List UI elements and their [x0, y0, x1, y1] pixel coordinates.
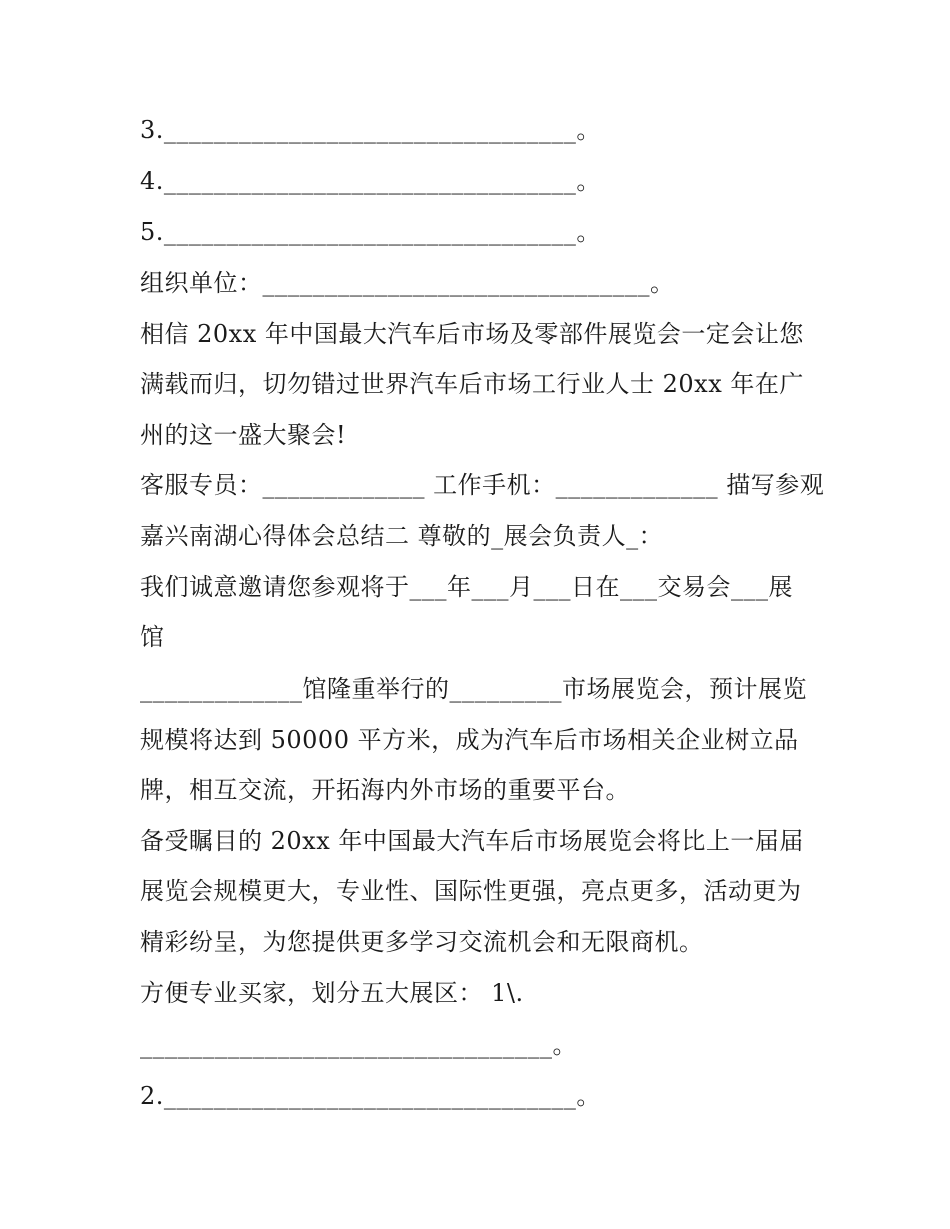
paragraph-line: 精彩纷呈，为您提供更多学习交流机会和无限商机。	[140, 928, 704, 956]
paragraph-line: 州的这一盛大聚会!	[140, 421, 347, 449]
paragraph-line: 我们诚意邀请您参观将于___年___月___日在___交易会___展	[140, 573, 793, 601]
zones-intro: 方便专业买家，划分五大展区： 1\.	[140, 979, 524, 1007]
paragraph-line: 馆	[140, 623, 165, 651]
paragraph-line: _____________馆隆重举行的_________市场展览会，预计展览	[140, 675, 807, 703]
list-item-4: 4._________________________________。	[140, 167, 601, 195]
list-item-1-blank: _________________________________。	[140, 1031, 577, 1059]
list-item-5: 5._________________________________。	[140, 218, 601, 246]
paragraph-line: 相信 20xx 年中国最大汽车后市场及零部件展览会一定会让您	[140, 320, 804, 348]
paragraph-line: 备受瞩目的 20xx 年中国最大汽车后市场展览会将比上一届届	[140, 827, 804, 855]
list-item-3: 3._________________________________。	[140, 116, 601, 144]
paragraph-line: 展览会规模更大，专业性、国际性更强，亮点更多，活动更为	[140, 877, 802, 905]
section-title: 嘉兴南湖心得体会总结二 尊敬的_展会负责人_：	[140, 522, 664, 550]
list-item-2: 2._________________________________。	[140, 1082, 601, 1110]
contact-line: 客服专员：_____________ 工作手机：_____________ 描写参观	[140, 471, 825, 499]
paragraph-line: 满载而归，切勿错过世界汽车后市场工行业人士 20xx 年在广	[140, 370, 804, 398]
paragraph-line: 牌，相互交流，开拓海内外市场的重要平台。	[140, 776, 630, 804]
paragraph-line: 规模将达到 50000 平方米，成为汽车后市场相关企业树立品	[140, 726, 799, 754]
organizer-line: 组织单位：_______________________________。	[140, 269, 675, 297]
